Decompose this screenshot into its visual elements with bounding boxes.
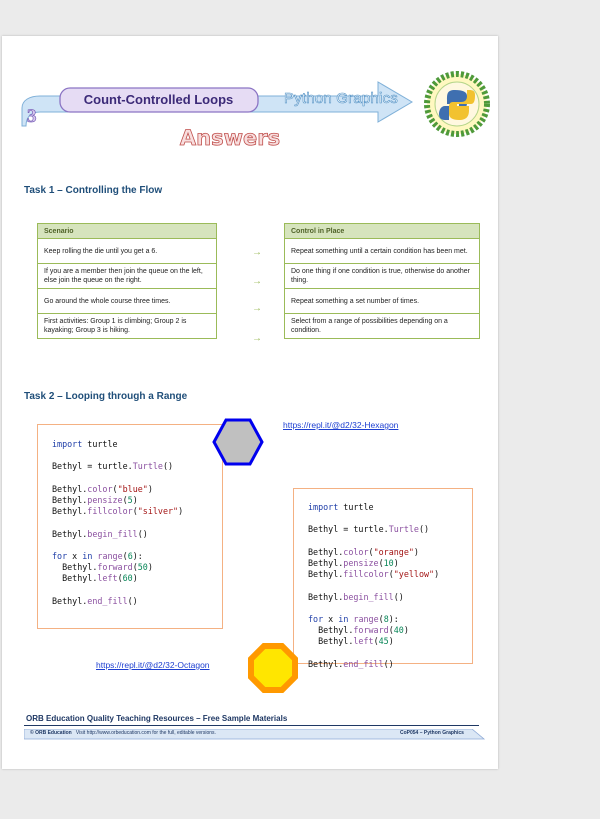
- arrow-icon: →: [252, 247, 262, 258]
- task1-heading: Task 1 – Controlling the Flow: [24, 185, 163, 196]
- lesson-number: 3: [27, 106, 37, 127]
- control-cell: Select from a range of possibilities depending on a condition.: [285, 314, 480, 339]
- hexagon-shape: [214, 420, 262, 464]
- scenario-header: Scenario: [38, 224, 217, 239]
- octagon-link[interactable]: https://repl.it/@d2/32-Octagon: [96, 660, 210, 670]
- arrow-icon: →: [252, 276, 262, 287]
- scenario-cell: Go around the whole course three times.: [38, 289, 217, 314]
- arrow-icon: →: [252, 333, 262, 344]
- footer-rule: [24, 725, 479, 726]
- control-cell: Repeat something a set number of times.: [285, 289, 480, 314]
- scenario-cell: Keep rolling the die until you get a 6.: [38, 239, 217, 264]
- hexagon-link[interactable]: https://repl.it/@d2/32-Hexagon: [283, 420, 399, 430]
- footer-code: CoP054 – Python Graphics: [400, 730, 464, 736]
- footer-copyright: © ORB Education Visit http://www.orbeducation.com for the full, editable versions.: [30, 730, 216, 736]
- course-title: Python Graphics: [284, 90, 398, 107]
- task2-heading: Task 2 – Looping through a Range: [24, 391, 188, 402]
- scenario-cell: If you are a member then join the queue on the left, else join the queue on the right.: [38, 264, 217, 289]
- arrow-icon: →: [252, 303, 262, 314]
- control-cell: Repeat something until a certain condition has been met.: [285, 239, 480, 264]
- control-cell: Do one thing if one condition is true, otherwise do another thing.: [285, 264, 480, 289]
- hexagon-output: [210, 416, 270, 468]
- scenario-table: [37, 223, 217, 339]
- footer-title: ORB Education Quality Teaching Resources – Free Sample Materials: [26, 714, 288, 723]
- answers-title: Answers: [179, 126, 281, 150]
- control-header: Control in Place: [285, 224, 480, 239]
- scenario-cell: First activities: Group 1 is climbing; Group 2 is kayaking; Group 3 is hiking.: [38, 314, 217, 339]
- lesson-title: Count-Controlled Loops: [83, 92, 234, 107]
- python-logo: [427, 74, 487, 134]
- octagon-shape: [251, 646, 295, 690]
- octagon-output: [246, 642, 300, 696]
- code-block-hexagon: import turtle Bethyl = turtle.Turtle() Bethyl.color("blue") Bethyl.pensize(5) Bethyl.fillcolor("silver") Bethyl.begin_fill() for x in range(6): Bethyl.forward(50) Bethyl.left(60) Bethyl.end_fill(): [37, 424, 223, 629]
- control-table: [284, 223, 480, 339]
- code-block-octagon: import turtle Bethyl = turtle.Turtle() Bethyl.color("orange") Bethyl.pensize(10) Bethyl.fillcolor("yellow") Bethyl.begin_fill() for x in range(8): Bethyl.forward(40) Bethyl.left(45) Bethyl.end_fill(): [293, 488, 473, 664]
